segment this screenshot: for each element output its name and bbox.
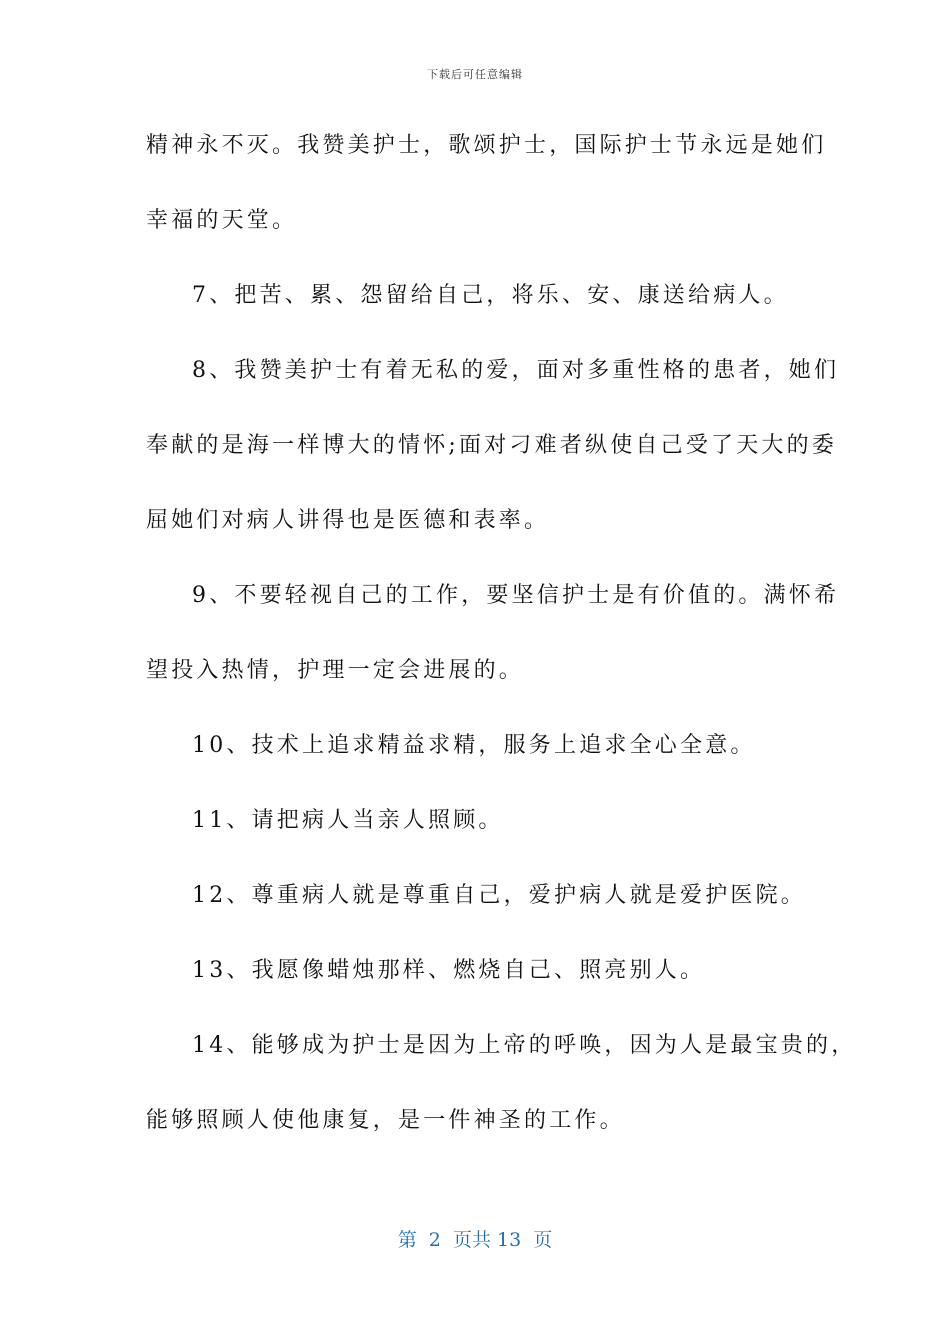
page-number: 第 2 页共 13 页 <box>397 1229 553 1251</box>
paragraph-line: 精神永不灭。我赞美护士，歌颂护士，国际护士节永远是她们 <box>146 133 827 158</box>
paragraph-line: 8、我赞美护士有着无私的爱，面对多重性格的患者，她们 <box>192 358 840 383</box>
paragraph-line: 能够照顾人使他康复，是一件神圣的工作。 <box>146 1108 625 1133</box>
paragraph-line: 14、能够成为护士是因为上帝的呼唤，因为人是最宝贵的， <box>192 1033 857 1058</box>
paragraph-line: 9、不要轻视自己的工作，要坚信护士是有价值的。满怀希 <box>192 583 840 608</box>
paragraph-line: 12、尊重病人就是尊重自己，爱护病人就是爱护医院。 <box>192 883 806 908</box>
paragraph-line: 奉献的是海一样博大的情怀;面对刁难者纵使自己受了天大的委 <box>146 433 838 458</box>
paragraph-line: 11、请把病人当亲人照顾。 <box>192 808 504 833</box>
paragraph-line: 屈她们对病人讲得也是医德和表率。 <box>146 508 550 533</box>
paragraph-line: 7、把苦、累、怨留给自己，将乐、安、康送给病人。 <box>192 283 789 308</box>
paragraph-line: 13、我愿像蜡烛那样、燃烧自己、照亮别人。 <box>192 958 706 983</box>
paragraph-line: 10、技术上追求精益求精，服务上追求全心全意。 <box>192 733 756 758</box>
document-body <box>146 127 857 1177</box>
paragraph-line: 望投入热情，护理一定会进展的。 <box>146 658 525 683</box>
paragraph-line: 幸福的天堂。 <box>146 208 298 233</box>
header-note: 下载后可任意编辑 <box>427 68 523 81</box>
